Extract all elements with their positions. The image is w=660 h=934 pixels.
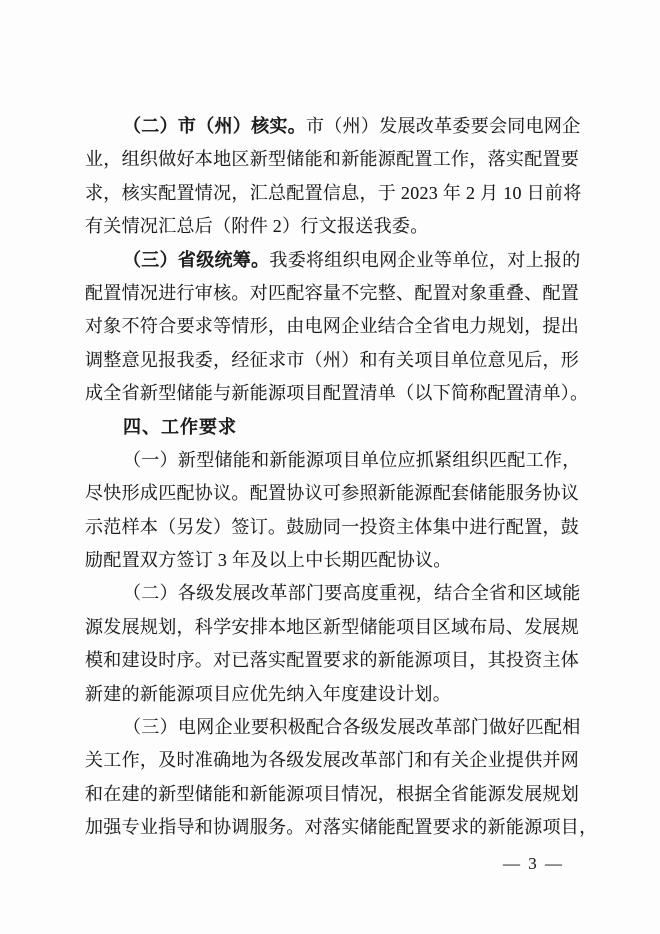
text-segment: 成全省新型储能与新能源项目配置清单（以下简称配置清单）。 — [85, 383, 589, 404]
text-line — [85, 577, 581, 610]
text-line — [85, 711, 581, 744]
text-line — [85, 778, 580, 811]
document-body — [85, 110, 598, 845]
section-heading: 四、工作要求 — [123, 416, 237, 437]
text-segment: 调整意见报我委，经征求市（州）和有关项目单位意见后，形 — [85, 349, 580, 370]
text-line — [85, 644, 580, 677]
text-segment: 关工作，及时准确地为各级发展改革部门和有关企业提供并网 — [85, 750, 580, 771]
text-line — [85, 811, 598, 844]
text-segment: 新建的新能源项目应优先纳入年度建设计划。 — [85, 683, 451, 704]
paragraph-lead-in: （二）市（州）核实。 — [123, 116, 306, 136]
text-segment: 配置情况进行审核。对匹配容量不完整、配置对象重叠、配置 — [85, 282, 580, 303]
text-segment: 对象不符合要求等情形，由电网企业结合全省电力规划，提出 — [85, 316, 580, 337]
text-segment: 励配置双方签订 3 年及以上中长期匹配协议。 — [85, 550, 452, 571]
text-segment: 求，核实配置情况，汇总配置信息，于 2023 年 2 月 10 日前将 — [85, 182, 582, 203]
text-line — [85, 310, 580, 343]
text-line — [85, 210, 577, 243]
text-segment: 有关情况汇总后（附件 2）行文报送我委。 — [85, 216, 429, 237]
text-line — [85, 344, 580, 377]
text-segment: 示范样本（另发）签订。鼓励同一投资主体集中进行配置，鼓 — [85, 516, 580, 537]
text-segment: 业，组织做好本地区新型储能和新能源配置工作，落实配置要 — [85, 149, 580, 170]
text-segment: 源发展规划，科学安排本地区新型储能项目区域布局、发展规 — [85, 616, 580, 637]
text-line — [85, 277, 580, 310]
text-line — [85, 544, 577, 577]
text-line — [85, 143, 580, 176]
text-segment: 市（州）发展改革委要会同电网企 — [306, 116, 581, 136]
text-line — [85, 611, 580, 644]
text-line — [85, 177, 582, 210]
text-segment: 尽快形成匹配协议。配置协议可参照新能源配套储能服务协议 — [85, 483, 580, 504]
text-line — [85, 244, 581, 277]
text-segment: （二）各级发展改革部门要高度重视，结合全省和区域能 — [123, 583, 581, 604]
text-segment: （三）电网企业要积极配合各级发展改革部门做好匹配相 — [123, 717, 581, 738]
page-number: — 3 — — [503, 854, 564, 873]
text-line — [85, 477, 580, 510]
text-line — [85, 377, 589, 410]
paragraph-lead-in: （三）省级统筹。 — [123, 249, 270, 270]
text-line — [85, 678, 577, 711]
text-line — [85, 444, 581, 477]
text-segment: 模和建设时序。对已落实配置要求的新能源项目，其投资主体 — [85, 650, 580, 671]
text-line — [85, 744, 580, 777]
text-line — [85, 110, 581, 143]
text-segment: 我委将组织电网企业等单位，对上报的 — [269, 249, 581, 270]
text-segment: （一）新型储能和新能源项目单位应抓紧组织匹配工作， — [123, 449, 581, 470]
text-segment: 和在建的新型储能和新能源项目情况，根据全省能源发展规划 — [85, 783, 580, 804]
text-line — [85, 511, 580, 544]
text-line — [85, 411, 577, 444]
text-segment: 加强专业指导和协调服务。对落实储能配置要求的新能源项目， — [85, 817, 598, 838]
